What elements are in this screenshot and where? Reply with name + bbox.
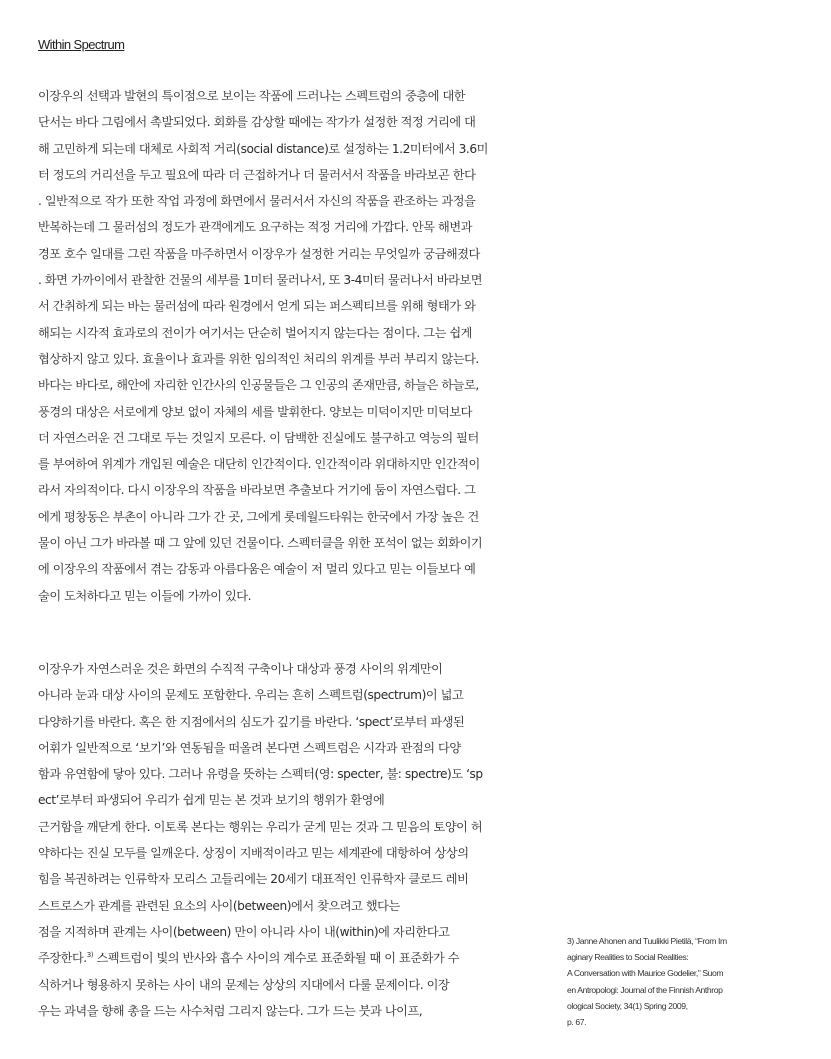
text-line: 에 이장우의 작품에서 겪는 감동과 아름다움은 예술이 저 멀리 있다고 믿는 이들보다 예	[38, 562, 476, 577]
text-line: 이장우가 자연스러운 것은 화면의 수직적 구축이나 대상과 풍경 사이의 위계만이	[38, 662, 443, 676]
text-line: 해 고민하게 되는데 대체로 사회적 거리(social distance)로 설정하는 1.2미터에서 3.6미	[38, 141, 488, 156]
footnote-line: p. 67.	[567, 1016, 587, 1027]
text-line: 아니라 눈과 대상 사이의 문제도 포함한다. 우리는 흔히 스펙트럼(spectrum)이 넓고	[38, 688, 464, 703]
text-line: 바다는 바다로, 해안에 자리한 인간사의 인공물들은 그 인공의 존재만큼, 하늘은 하늘로,	[38, 378, 479, 393]
text-line: 다양하기를 바란다. 혹은 한 지점에서의 심도가 깊기를 바란다. ‘spect’로부터 파생된	[38, 714, 465, 729]
text-line: 풍경의 대상은 서로에게 양보 없이 자체의 세를 발휘한다. 양보는 미덕이지만 미덕보다	[38, 404, 472, 419]
text-line: . 화면 가까이에서 관찰한 건물의 세부를 1미터 물러나서, 또 3-4미터 물러나서 바라보면	[38, 273, 483, 288]
text-line: 터 정도의 거리선을 두고 필요에 따라 더 근접하거나 더 물러서서 작품을 바라보곤 한다	[38, 167, 476, 182]
footnote-line: aginary Realities to Social Realities:	[567, 952, 689, 963]
text-line: . 일반적으로 작가 또한 작업 과정에 화면에서 물러서서 자신의 작품을 관조하는 과정을	[38, 194, 476, 209]
section-title: Within Spectrum	[38, 37, 125, 52]
text-line: 물이 아닌 그가 바라볼 때 그 앞에 있던 건물이다. 스펙터클을 위한 포석이 없는 회화이기	[38, 536, 483, 551]
text-line: 를 부여하여 위계가 개입된 예술은 대단히 인간적이다. 인간적이라 위대하지만 인간적이	[38, 457, 480, 472]
text-line: 에게 평창동은 부촌이 아니라 그가 간 곳, 그에게 롯데월드타워는 한국에서 가장 높은 건	[38, 509, 479, 524]
text-segment: 주장한다.	[38, 951, 87, 966]
body-paragraph-2	[38, 660, 483, 1028]
footnote-line: 3) Janne Ahonen and Tuulikki Pietilä, “From Im	[567, 936, 727, 946]
text-line: 스트로스가 관계를 관련된 요소의 사이(between)에서 찾으려고 했다는	[38, 898, 400, 913]
text-line-with-footnote-ref	[38, 949, 483, 975]
footnote-reference: 3)	[86, 951, 94, 960]
text-line: 어휘가 일반적으로 ‘보기’와 연동됨을 떠올려 본다면 스펙트럼은 시각과 관점의 다양	[38, 740, 461, 755]
text-line: 서 간취하게 되는 바는 물러섬에 따라 원경에서 얻게 되는 퍼스펙티브를 위해 형태가 와	[38, 299, 476, 314]
footnote	[567, 934, 797, 1031]
footnote-line: ological Society, 34(1) Spring 2009,	[567, 1000, 688, 1011]
text-line: 이장우의 선택과 발현의 특이점으로 보이는 작품에 드러나는 스펙트럼의 중층에 대한	[38, 89, 466, 103]
text-line: 술이 도처하다고 믿는 이들에 가까이 있다.	[38, 588, 252, 603]
text-line: 더 자연스러운 건 그대로 두는 것일지 모른다. 이 담백한 진실에도 불구하고 역능의 필터	[38, 430, 479, 445]
footnote-line: en Antropologi: Journal of the Finnish Anthrop	[567, 984, 723, 995]
text-line: 라서 자의적이다. 다시 이장우의 작품을 바라보면 추출보다 거기에 둠이 자연스럽다. 그	[38, 483, 476, 498]
text-line: ect’로부터 파생되어 우리가 쉽게 믿는 본 것과 보기의 행위가 환영에	[38, 793, 385, 808]
text-line: 약하다는 진실 모두를 일깨운다. 상징이 지배적이라고 믿는 세계관에 대항하여 상상의	[38, 846, 469, 861]
text-segment: 스펙트럼이 빛의 반사와 흡수 사이의 계수로 표준화될 때 이 표준화가 수	[93, 951, 460, 966]
footnote-line: A Conversation with Maurice Godelier,” Suom	[567, 968, 724, 979]
text-line: 식하거나 형용하지 못하는 사이 내의 문제는 상상의 지대에서 다룰 문제이다. 이장	[38, 977, 450, 992]
body-paragraph-1	[38, 87, 488, 613]
text-line: 우는 과녁을 향해 총을 드는 사수처럼 그리지 않는다. 그가 드는 붓과 나이프,	[38, 1003, 423, 1018]
text-line: 근거함을 깨닫게 한다. 이토록 본다는 행위는 우리가 굳게 믿는 것과 그 믿음의 토양이 허	[38, 819, 483, 834]
text-line: 힘을 복권하려는 인류학자 모리스 고들리에는 20세기 대표적인 인류학자 클로드 레비	[38, 872, 469, 887]
text-line: 함과 유연함에 닿아 있다. 그러나 유령을 뜻하는 스펙터(영: specter, 불: spectre)도 ‘sp	[38, 767, 483, 782]
text-line: 점을 지적하며 관계는 사이(between) 만이 아니라 사이 내(within)에 자리한다고	[38, 924, 450, 939]
text-line: 단서는 바다 그림에서 촉발되었다. 회화를 감상할 때에는 작가가 설정한 적정 거리에 대	[38, 115, 476, 130]
text-line: 협상하지 않고 있다. 효율이나 효과를 위한 임의적인 처리의 위계를 부러 부리지 않는다.	[38, 351, 479, 366]
text-line: 해되는 시각적 효과로의 전이가 여기서는 단순히 벌어지지 않는다는 점이다. 그는 쉽게	[38, 325, 472, 340]
text-line: 경포 호수 일대를 그린 작품을 마주하면서 이장우가 설정한 거리는 무엇일까 궁금해졌다	[38, 246, 480, 261]
text-line: 반복하는데 그 물러섬의 정도가 관객에게도 요구하는 적정 거리에 가깝다. 안목 해변과	[38, 220, 472, 235]
